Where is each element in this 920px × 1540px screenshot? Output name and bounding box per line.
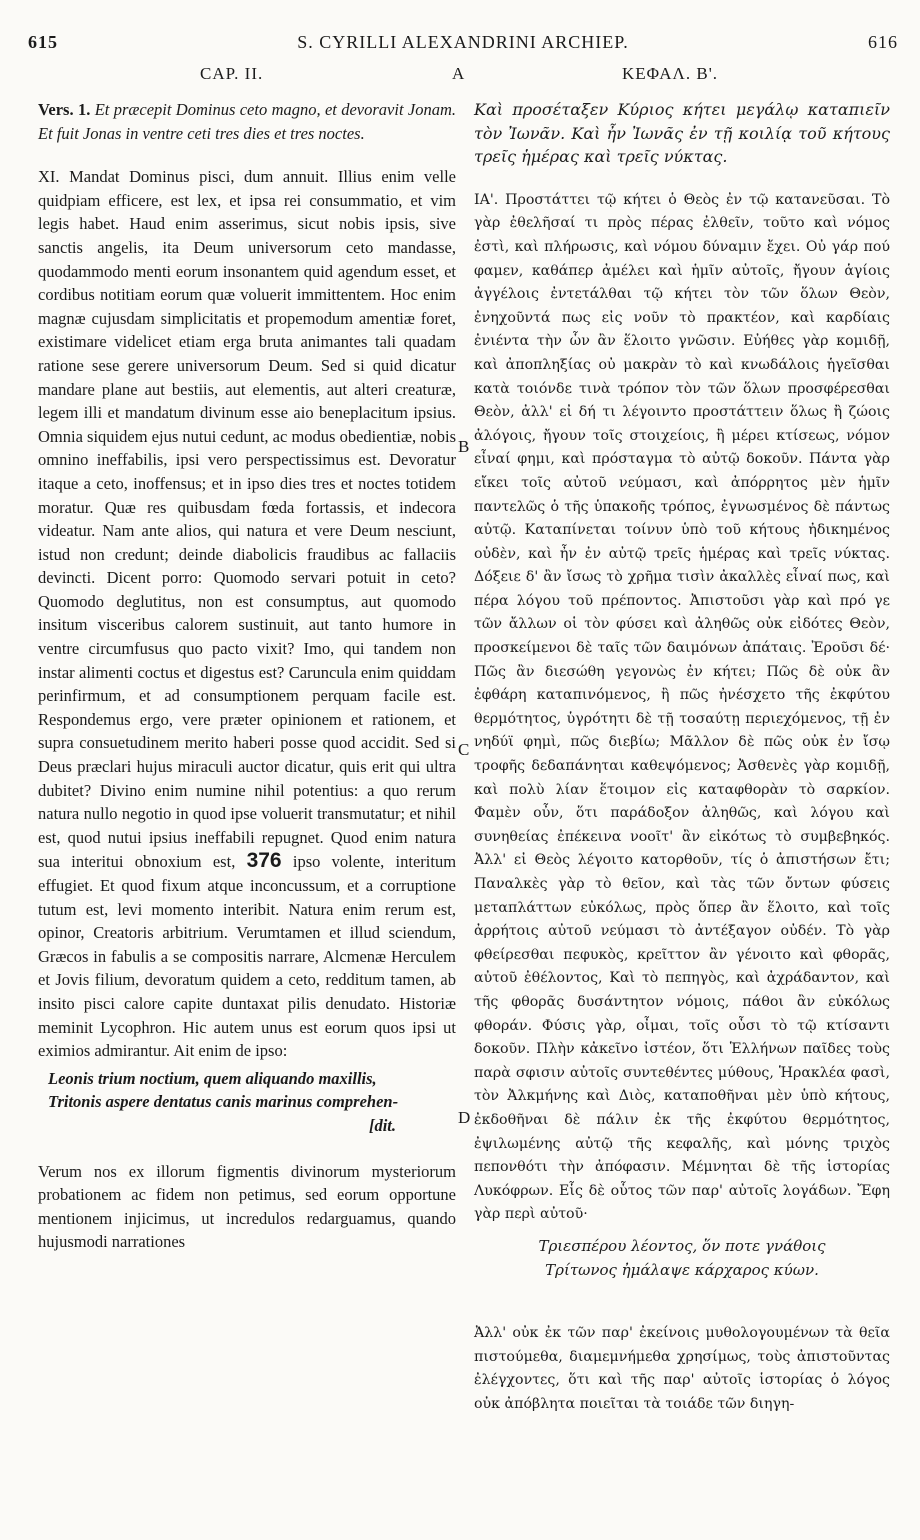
latin-quote	[48, 1067, 456, 1138]
margin-letter-d: D	[458, 1108, 471, 1127]
chapter-heading-greek: ΚΕΦΑΛ. Β'.	[622, 64, 719, 83]
latin-column	[38, 98, 456, 1254]
latin-paragraph-1	[38, 165, 456, 1063]
page-number-left: 615	[28, 32, 58, 52]
latin-quote-end: [dit.	[368, 1115, 396, 1135]
greek-verse: Καὶ προσέταξεν Κύριος κήτει μεγάλῳ καταπιεῖν τὸν Ἰωνᾶν. Καὶ ἦν Ἰωνᾶς ἐν τῇ κοιλίᾳ τοῦ κήτους τρεῖς ἡμέρας καὶ τρεῖς νύκτας.	[474, 100, 890, 167]
section-letter-a: A	[452, 64, 465, 83]
latin-quote-line-1: Leonis trium noctium, quem aliquando maxillis,	[48, 1068, 377, 1088]
latin-verse-text: Et præcepit Dominus ceto magno, et devoravit Jonam. Et fuit Jonas in ventre ceti tres dies et tres noctes.	[38, 100, 456, 143]
latin-paragraph-1-cont: ipso volente, interitum effugiet. Et quod fixum atque inconcussum, et a corruptione tutum est, levi momento interibit. Natura enim rerum est, opinor, Creatoris arbitrium. Verumtamen et illud sciendum, Græcos in fabulis a se compositis narrare, Alcmenæ Herculem et Jovis filium, devoratum quidem a ceto, redditum tamen, ab insito pisci calore capite duntaxat pilis denudato. Historiæ meminit Lycophron. Hic autem unus est eorum quos ipsi ut eximios admirantur. Ait enim de ipso:	[38, 852, 457, 1061]
greek-quote	[474, 1235, 890, 1282]
chapter-heading-latin: CAP. II.	[200, 64, 264, 83]
greek-quote-line-1: Τριεσπέρου λέοντος, ὅν ποτε γνάθοις	[538, 1236, 826, 1255]
verse-label: Vers. 1.	[38, 100, 91, 119]
greek-column	[474, 98, 890, 1416]
page-marker: 376	[246, 849, 282, 873]
latin-paragraph-1-text: XI. Mandat Dominus pisci, dum annuit. Illius enim velle quidpiam efficere, est lex, et ipsa rei consummatio, et vim legis habet. Haud enim asserimus, sicut nobis ipsis, sive sanctis angelis, ita Deum universorum ceto mandasse, quodammodo menti eorum insonantem quid agendum esset, et cordibus notitiam eorum quæ voluerit immittentem. Hoc enim magnæ cujusdam simplicitatis et propemodum amentiæ foret, existimare videlicet etiam erga bruta animantes tali quadam ratione sese gerere universorum Deum. Sed si quid dicatur mandare plane aut bestiis, aut elementis, aut alteri creaturæ, legem illi et mandatum divinum esse aio beneplacitum ipsius. Omnia siquidem ejus nutui cedunt, ac modus obedientiæ, nobis omnino ineffabilis, ipsi vero perspectissimus est. Devoratur itaque a ceto, inoffensus; et in ipso dies tres et noctes totidem moratur. Quæ res quibusdam fœda fortassis, et indecora videatur. Nam ante alios, qui natura et vere Deum nesciunt, istud non credunt; deinde diabolicis fraudibus ac fallaciis devincti. Dicent porro: Quomodo servari potuit in ceto? Quomodo deglutitus, non est consumptus, aut quomodo insitum visceribus calorem sustinuit, aut tanto humore in ventre circumfusus quo pacto vixit? Imo, qui tandem non instar alimenti coctus et digestus est? Caruncula enim quiddam perinfirmum, et ad consumptionem perquam facile est. Respondemus ergo, vere præter opinionem et rationem, et supra consuetudinem merito haberi posse quod accidit. Sed si Deus præclari hujus miraculi auctor dicatur, quis erit qui ultra dubitet? Divino enim numine nihil potentius: a quo rerum natura nullo negotio in quod ipse voluerit transmutatur; et nihil est, quod nutui ipsius ineffabili repugnet. Quod enim natura sua interitui obnoxium est,	[38, 167, 456, 872]
greek-quote-line-2: Τρίτωνος ἠμάλαψε κάρχαρος κύων.	[545, 1260, 819, 1279]
greek-paragraph-1: ΙΑ'. Προστάττει τῷ κήτει ὁ Θεὸς ἐν τῷ κατανεῦσαι. Τὸ γὰρ ἐθελῆσαί τι πρὸς πέρας ἐλθεῖν, τοῦτο καὶ νόμος ἐστὶ, καὶ πλήρωσις, καὶ νόμου δύναμιν ἔχει. Οὐ γάρ πού φαμεν, καθάπερ ἀμέλει καὶ ἡμῖν αὐτοῖς, ἤγουν ἁγίοις ἀγγέλοις ἐντετάλθαι τῷ κήτει τὸν τῶν ὅλων Θεὸν, ἐνηχοῦντά πως εἰς νοῦν τὸ πρακτέον, καὶ καρδίαις ἐνιέντα τὴν ὧν ἂν ἕλοιτο γνῶσιν. Εὐήθες γὰρ κομιδῇ, καὶ ἀποπληξίας οὐ μακρὰν τὸ καὶ κνωδάλοις ἡγεῖσθαι κατὰ τοιόνδε τινὰ τρόπον τὸν τῶν ὅλων προσφέρεσθαι Θεὸν, ἀλλ' εἰ δή τι λέγοιντο προστάττειν ὅλως ἢ ζώοις ἀλόγοις, ἤγουν τοῖς στοιχείοις, ἢ μέρει κτίσεως, νόμον εἶναί φημι, καὶ πρόσταγμα τὸ αὐτῷ δοκοῦν. Πάντα γὰρ εἴκει τοῖς αὐτοῦ νεύμασι, καὶ ἀπόρρητος μὲν ἡμῖν παντελῶς ὁ τῆς ὑπακοῆς τρόπος, ἐγνωσμένος δὲ πάντως αὐτῷ. Καταπίνεται τοίνυν ὑπὸ τοῦ κήτους ἠδικημένος οὐδὲν, καὶ ἦν ἐν αὐτῷ τρεῖς ἡμέρας καὶ τρεῖς νύκτας. Δόξειε δ' ἂν ἴσως τὸ χρῆμα τισὶν ἀκαλλὲς εἶναί πως, καὶ πέρα λόγου τοῦ πρέποντος. Ἀπιστοῦσι γὰρ καὶ πρό γε τῶν ἄλλων οἱ τὸν φύσει καὶ ἀληθῶς οὐκ εἰδότες Θεὸν, προσκείμενοι δὲ ταῖς τῶν δαιμόνων ἀπάταις. Ἐροῦσι δέ· Πῶς ἂν διεσώθη γεγονὼς ἐν κήτει; Πῶς δὲ οὐκ ἂν ἐφθάρη καταπινόμενος, ἢ πῶς ἠνέσχετο τῆς ἐκφύτου θερμότητος, ὑγρότητι δὲ τῇ τοσαύτῃ περιεχόμενος, τῇ ἐν νηδύϊ φημὶ, πῶς διεβίω; Μᾶλλον δὲ πῶς οὐκ ἐν ἴσῳ τροφῆς δεδαπάνηται καθεψόμενος; Ἀσθενὲς γὰρ κομιδῇ, καὶ πολὺ λίαν ἕτοιμον εἰς καταφθορὰν τὸ σαρκίον. Φαμὲν οὖν, ὅτι παράδοξον ἀληθῶς, καὶ λόγου καὶ συνηθείας ἐπέκεινα νοοῖτ' ἂν εἰκότως τὸ συμβεβηκός. Ἀλλ' εἰ Θεὸς λέγοιτο κατορθοῦν, τίς ὁ ἀπιστήσων ἔτι; Παναλκὲς γὰρ τὸ θεῖον, καὶ τὰς τῶν ὄντων φύσεις μεταπλάττων εὐκόλως, πρὸς ὅπερ ἂν ἕλοιτο, καὶ τοῖς ἀρρήτοις αὐτοῦ νεύμασι τὸ ἀντέξαγον οὐδέν. Τὸ γὰρ φθείρεσθαι πεφυκὸς, κρεῖττον ἂν γένοιτο καὶ φθορᾶς, αὐτοῦ ἐθέλοντος, Καὶ τὸ πεπηγὸς, καὶ ἀχράδαντον, καὶ τῆς φθορᾶς δυσάντητον νόμοις, πάθοι ἂν εὐκόλως φθοράν. Φύσις γὰρ, οἶμαι, τοῖς οὖσι τὸ τῷ κτίσαντι δοκοῦν. Πλὴν κἀκεῖνο ἰστέον, ὅτι Ἑλλήνων παῖδες τοὺς παρὰ σφισιν αὐτοῖς συντεθέντες μύθους, Ἡρακλέα φασὶ, τὸν Ἀλκμήνης καὶ Διὸς, καταποθῆναι μὲν ὑπὸ κήτους, ἐκδοθῆναι δὲ πάλιν ἐκ τῆς ἐκφύτου θερμότητος, ἐψιλωμένης αὐτῷ τῆς κεφαλῆς, καὶ μόνης τριχὸς πεπονθότι τὴν ἀπόφασιν. Μέμνηται δὲ τῆς ἱστορίας Λυκόφρων. Εἷς δὲ οὗτος τῶν παρ' αὐτοῖς λογάδων. Ἔφη γὰρ περὶ αὐτοῦ·	[474, 191, 890, 1223]
greek-paragraph-2: Ἀλλ' οὐκ ἐκ τῶν παρ' ἐκείνοις μυθολογουμένων τὰ θεῖα πιστούμεθα, διαμεμνήμεθα χρησίμως, τοὺς ἀπιστοῦντας ἐλέγχοντες, ὅτι καὶ τῆς παρ' αὐτοῖς ἱστορίας ὁ λόγος οὐκ ἀπόβλητα ποιεῖται τὰ τοιάδε τῶν διηγη-	[474, 1325, 890, 1412]
latin-verse	[38, 98, 456, 145]
latin-paragraph-2: Verum nos ex illorum figmentis divinorum mysteriorum probationem ac fidem non petimus, sed eorum opportune mentionem injicimus, ut incredulos redarguamus, quando hujusmodi narrationes	[38, 1161, 456, 1252]
margin-letter-b: B	[458, 437, 470, 456]
page-number-right: 616	[868, 32, 898, 52]
latin-quote-line-2: Tritonis aspere dentatus canis marinus comprehen-	[48, 1092, 399, 1112]
margin-letter-c: C	[458, 740, 470, 759]
page-header	[28, 32, 898, 56]
running-title: S. CYRILLI ALEXANDRINI ARCHIEP.	[297, 32, 629, 52]
